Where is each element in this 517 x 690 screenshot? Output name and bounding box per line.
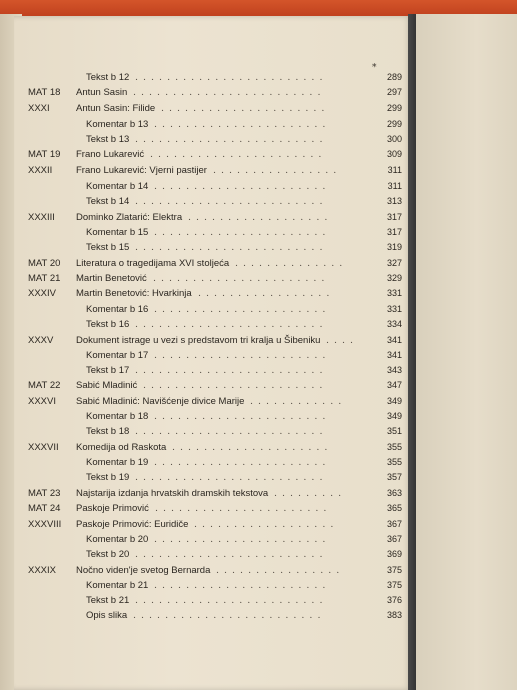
leader-dots: ...................... (154, 227, 331, 238)
toc-row (14, 272, 412, 285)
toc-entry-title: Tekst b 14 (86, 196, 130, 207)
toc-section-number: MAT 20 (28, 258, 61, 269)
toc-section-number: XXXVIII (28, 519, 62, 530)
toc-row (14, 303, 412, 316)
toc-row (14, 71, 412, 84)
leader-dots: .................. (194, 519, 339, 530)
toc-entry-title: Tekst b 12 (86, 72, 130, 83)
toc-page-number: 329 (386, 273, 402, 283)
leader-dots: ........................ (135, 242, 328, 253)
toc-page-number: 383 (386, 610, 402, 620)
toc-entry-title: Tekst b 20 (86, 549, 130, 560)
toc-page-number: 331 (386, 304, 402, 314)
toc-section-number: MAT 23 (28, 488, 61, 499)
toc-section-number: MAT 18 (28, 87, 61, 98)
toc-section-number: MAT 22 (28, 380, 61, 391)
toc-row (14, 425, 412, 438)
toc-entry-title: Martin Benetović: Hvarkinja (76, 288, 192, 299)
toc-entry-title: Dominko Zlatarić: Elektra (76, 212, 183, 223)
leader-dots: ................ (213, 165, 342, 176)
toc-section-number: XXXIV (28, 288, 56, 299)
toc-row (14, 395, 412, 408)
toc-row (14, 548, 412, 561)
leader-dots: ........................ (133, 610, 326, 621)
toc-row (14, 118, 412, 131)
toc-row (14, 487, 412, 500)
leader-dots: ........................ (135, 319, 328, 330)
toc-page-number: 369 (386, 549, 402, 559)
toc-page-number: 300 (386, 134, 402, 144)
toc-section-number: MAT 19 (28, 149, 61, 160)
toc-row (14, 594, 412, 607)
toc-page-number: 375 (386, 565, 402, 575)
toc-entry-title: Opis slika (86, 610, 128, 621)
toc-entry-title: Tekst b 18 (86, 426, 130, 437)
toc-page-number: 365 (386, 503, 402, 513)
toc-page-number: 349 (386, 411, 402, 421)
toc-row (14, 564, 412, 577)
toc-section-number: XXXII (28, 165, 53, 176)
toc-entry-title: Tekst b 15 (86, 242, 130, 253)
leader-dots: .................... (172, 442, 333, 453)
toc-page-number: 363 (386, 488, 402, 498)
toc-entry-title: Komentar b 20 (86, 534, 149, 545)
toc-page-number: 297 (386, 87, 402, 97)
toc-row (14, 334, 412, 347)
toc-page-number: 367 (386, 519, 402, 529)
toc-entry-title: Komentar b 13 (86, 119, 149, 130)
leader-dots: ...................... (154, 534, 331, 545)
toc-entry-title: Komentar b 17 (86, 350, 149, 361)
toc-entry-title: Antun Sasin: Filide (76, 103, 156, 114)
toc-page-number: 351 (386, 426, 402, 436)
toc-page-number: 375 (386, 580, 402, 590)
next-page (416, 14, 517, 690)
toc-entry-title: Tekst b 19 (86, 472, 130, 483)
toc-entry-title: Komentar b 18 (86, 411, 149, 422)
toc-page-number: 341 (386, 350, 402, 360)
toc-page-number: 299 (386, 103, 402, 113)
ink-mark: * (372, 63, 377, 73)
toc-entry-title: Najstarija izdanja hrvatskih dramskih tekstova (76, 488, 269, 499)
leader-dots: .... (326, 335, 359, 346)
toc-entry-title: Tekst b 16 (86, 319, 130, 330)
leader-dots: ...................... (154, 350, 331, 361)
toc-entry-title: Komentar b 15 (86, 227, 149, 238)
toc-page-number: 319 (386, 242, 402, 252)
leader-dots: ........................ (135, 549, 328, 560)
toc-page-number: 376 (386, 595, 402, 605)
toc-entry-title: Komentar b 21 (86, 580, 149, 591)
toc-page-number: 349 (386, 396, 402, 406)
toc-entry-title: Tekst b 13 (86, 134, 130, 145)
toc-entry-title: Paskoje Primović: Euridiče (76, 519, 189, 530)
toc-row (14, 211, 412, 224)
toc-page-number: 309 (386, 149, 402, 159)
toc-entry-title: Antun Sasin (76, 87, 128, 98)
toc-entry-title: Komentar b 19 (86, 457, 149, 468)
toc-row (14, 133, 412, 146)
toc-section-number: XXXVII (28, 442, 59, 453)
toc-page-number: 367 (386, 534, 402, 544)
leader-dots: ...................... (154, 411, 331, 422)
toc-entry-title: Sabić Mladinić (76, 380, 138, 391)
toc-row (14, 502, 412, 515)
toc-row (14, 518, 412, 531)
leader-dots: .................. (188, 212, 333, 223)
toc-page-number: 343 (386, 365, 402, 375)
toc-row (14, 180, 412, 193)
toc-entry-title: Komentar b 16 (86, 304, 149, 315)
toc-page-number: 355 (386, 442, 402, 452)
toc-page-number: 347 (386, 380, 402, 390)
toc-entry-title: Tekst b 17 (86, 365, 130, 376)
leader-dots: ......... (274, 488, 347, 499)
leader-dots: ................. (198, 288, 335, 299)
leader-dots: ...................... (150, 149, 327, 160)
toc-row (14, 471, 412, 484)
toc-entry-title: Komedija od Raskota (76, 442, 167, 453)
leader-dots: ....................... (143, 380, 328, 391)
leader-dots: ........................ (135, 365, 328, 376)
toc-entry-title: Martin Benetović (76, 273, 147, 284)
leader-dots: ...................... (154, 304, 331, 315)
leader-dots: ..................... (161, 103, 330, 114)
toc-section-number: XXXIII (28, 212, 55, 223)
toc-row (14, 241, 412, 254)
leader-dots: ........................ (135, 196, 328, 207)
leader-dots: ...................... (154, 457, 331, 468)
toc-section-number: XXXIX (28, 565, 56, 576)
toc-entry-title: Tekst b 21 (86, 595, 130, 606)
toc-page-number: 299 (386, 119, 402, 129)
table-of-contents (14, 16, 412, 690)
toc-page-number: 327 (386, 258, 402, 268)
toc-row (14, 579, 412, 592)
toc-row (14, 349, 412, 362)
toc-entry-title: Paskoje Primović (76, 503, 149, 514)
toc-section-number: MAT 24 (28, 503, 61, 514)
leader-dots: ...................... (154, 181, 331, 192)
leader-dots: ........................ (135, 426, 328, 437)
toc-entry-title: Frano Lukarević (76, 149, 145, 160)
toc-entry-title: Literatura o tragedijama XVI stoljeća (76, 258, 230, 269)
toc-row (14, 533, 412, 546)
toc-row (14, 195, 412, 208)
toc-row (14, 257, 412, 270)
toc-page-number: 334 (386, 319, 402, 329)
leader-dots: ........................ (135, 472, 328, 483)
toc-section-number: MAT 21 (28, 273, 61, 284)
toc-row (14, 441, 412, 454)
toc-entry-title: Dokument istrage u vezi s predstavom tri kralja u Šibeniku (76, 335, 321, 346)
leader-dots: ........................ (135, 595, 328, 606)
toc-row (14, 226, 412, 239)
toc-row (14, 364, 412, 377)
toc-row (14, 287, 412, 300)
leader-dots: ...................... (154, 119, 331, 130)
toc-row (14, 148, 412, 161)
book-page (14, 16, 412, 690)
toc-page-number: 355 (386, 457, 402, 467)
leader-dots: ...................... (153, 273, 330, 284)
leader-dots: ............ (250, 396, 347, 407)
toc-page-number: 341 (386, 335, 402, 345)
toc-row (14, 86, 412, 99)
toc-page-number: 289 (386, 72, 402, 82)
toc-page-number: 317 (386, 227, 402, 237)
toc-row (14, 102, 412, 115)
leader-dots: .............. (235, 258, 348, 269)
toc-page-number: 311 (387, 181, 402, 191)
toc-row (14, 609, 412, 622)
toc-entry-title: Nočno viden'je svetog Bernarda (76, 565, 211, 576)
toc-page-number: 313 (386, 196, 402, 206)
toc-page-number: 317 (386, 212, 402, 222)
toc-row (14, 456, 412, 469)
leader-dots: ........................ (135, 134, 328, 145)
toc-section-number: XXXVI (28, 396, 56, 407)
toc-row (14, 379, 412, 392)
toc-page-number: 311 (387, 165, 402, 175)
toc-row (14, 318, 412, 331)
leader-dots: ...................... (155, 503, 332, 514)
toc-row (14, 164, 412, 177)
toc-section-number: XXXI (28, 103, 50, 114)
toc-entry-title: Frano Lukarević: Vjerni pastijer (76, 165, 207, 176)
leader-dots: ........................ (135, 72, 328, 83)
toc-page-number: 357 (386, 472, 402, 482)
toc-section-number: XXXV (28, 335, 54, 346)
leader-dots: ........................ (133, 87, 326, 98)
toc-page-number: 331 (386, 288, 402, 298)
toc-entry-title: Sabić Mladinić: Navišćenje divice Marije (76, 396, 245, 407)
leader-dots: ................ (216, 565, 345, 576)
leader-dots: ...................... (154, 580, 331, 591)
toc-entry-title: Komentar b 14 (86, 181, 149, 192)
toc-row (14, 410, 412, 423)
